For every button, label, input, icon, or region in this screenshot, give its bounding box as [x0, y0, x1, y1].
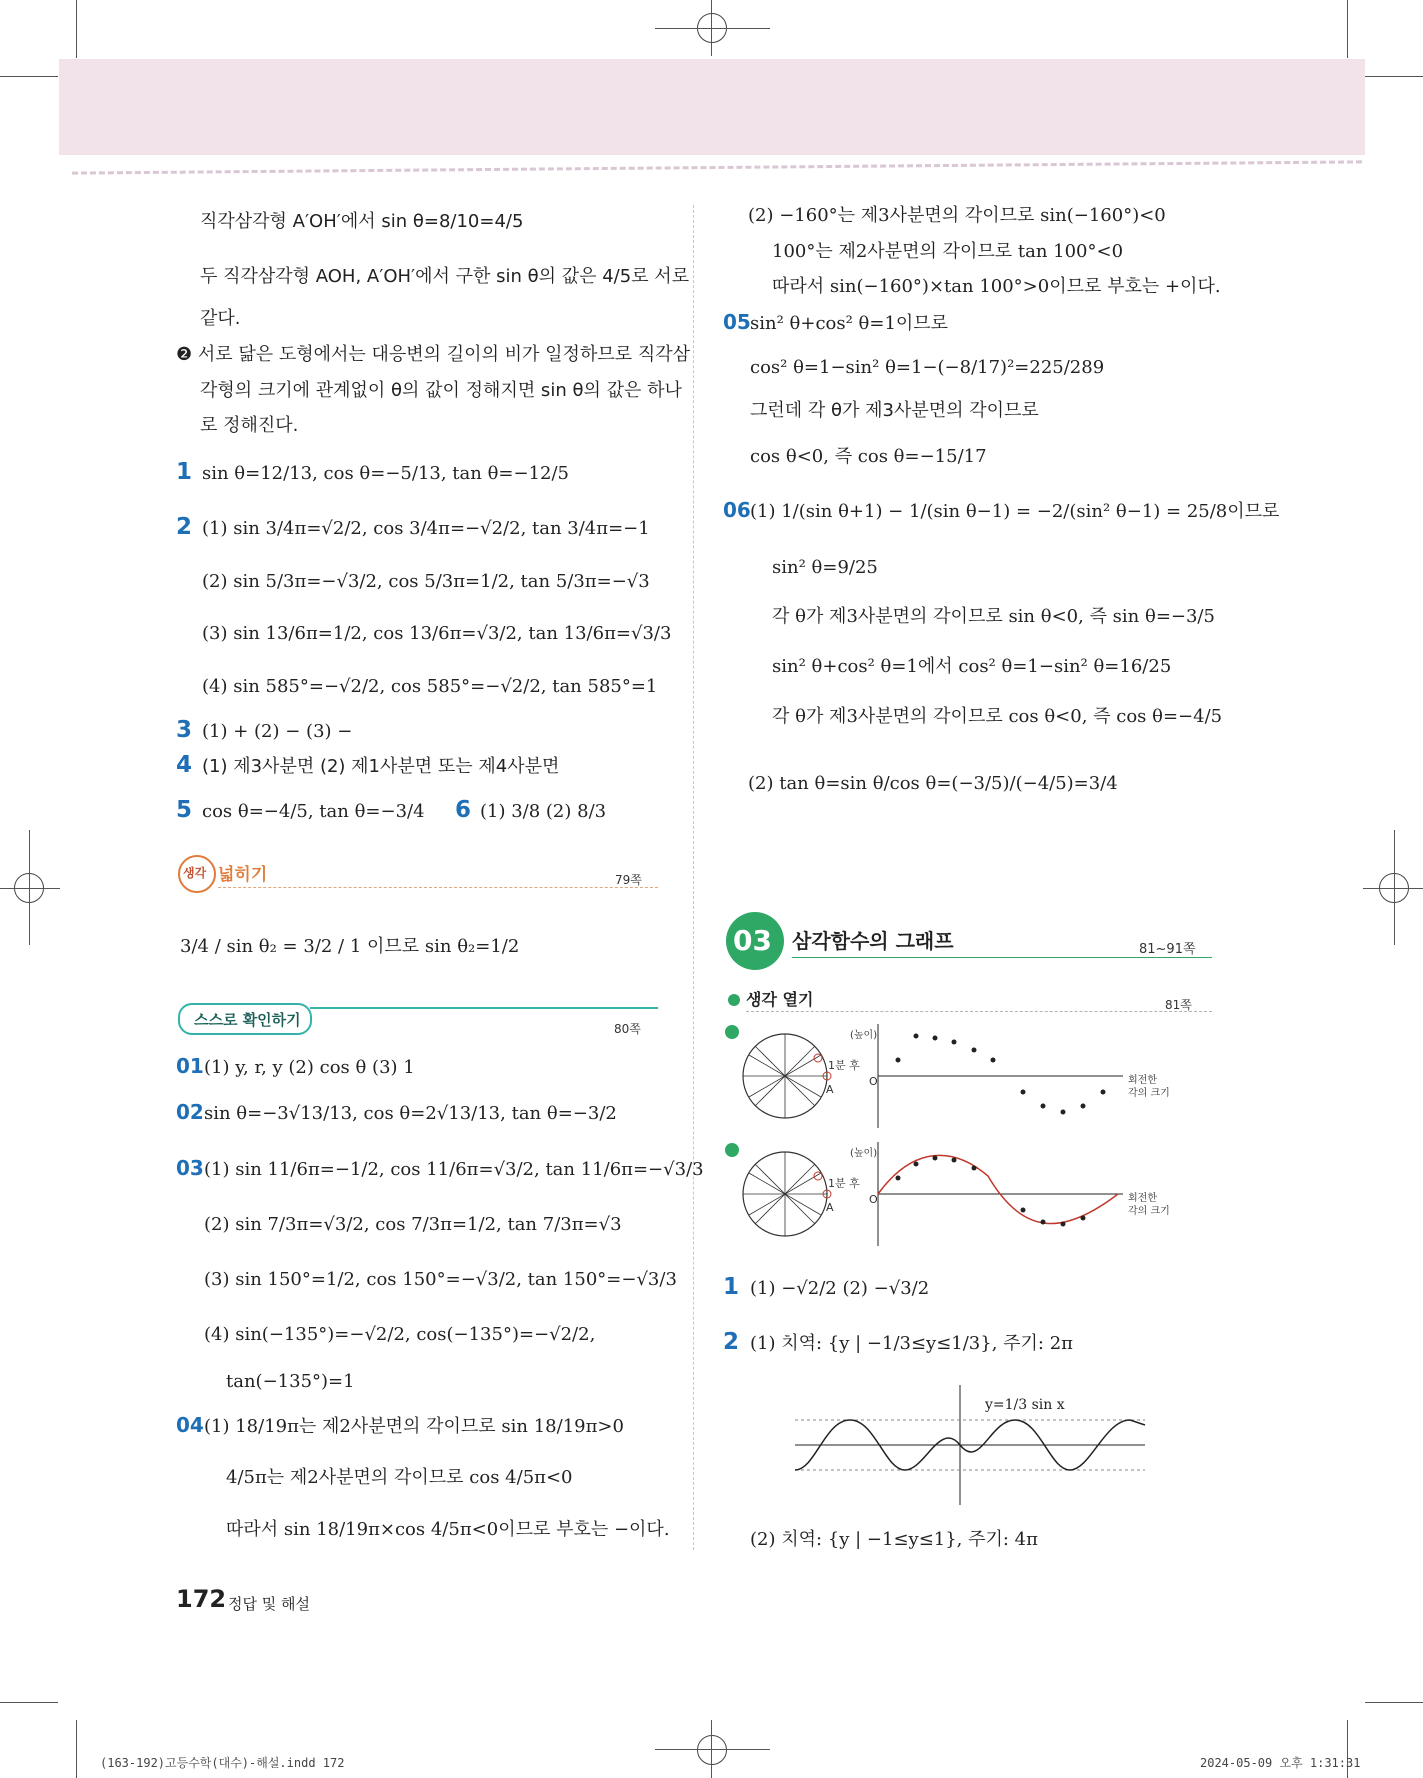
open-page: 81쪽 — [1165, 998, 1192, 1012]
think-divider — [218, 887, 658, 888]
self-answer-03-5: tan(−135°)=1 — [226, 1371, 355, 1392]
question-number: 4 — [176, 752, 193, 778]
crop-mark — [76, 0, 77, 58]
answer-2-4: (4) sin 585°=−√2/2, cos 585°=−√2/2, tan 585°=1 — [202, 676, 658, 697]
r-answer-1: (1) −√2/2 (2) −√3/2 — [750, 1278, 930, 1299]
self-answer-02: sin θ=−3√13/13, cos θ=2√13/13, tan θ=−3/2 — [204, 1103, 617, 1124]
r-answer-06-6: (2) tan θ=sin θ/cos θ=(−3/5)/(−4/5)=3/4 — [748, 773, 1118, 794]
crop-mark — [76, 1720, 77, 1778]
crop-mark — [1394, 830, 1395, 945]
answer-2-1: (1) sin 3/4π=√2/2, cos 3/4π=−√2/2, tan 3/4π=−1 — [202, 518, 650, 539]
r-answer-05-1: sin² θ+cos² θ=1이므로 — [750, 313, 949, 334]
r-answer-05-4: cos θ<0, 즉 cos θ=−15/17 — [750, 446, 987, 467]
r-answer-2-range: (1) 치역: {y | −1/3≤y≤1/3}, 주기: 2π — [750, 1333, 1074, 1354]
r-answer-2-2: 100°는 제2사분면의 각이므로 tan 100°<0 — [772, 241, 1124, 262]
page-caption: 정답 및 해설 — [228, 1595, 310, 1613]
page-number: 172 — [176, 1585, 227, 1613]
crop-mark — [1363, 888, 1423, 889]
self-answer-04-2: 4/5π는 제2사분면의 각이므로 cos 4/5π<0 — [226, 1467, 573, 1488]
header-dashed-line — [72, 160, 1362, 174]
crop-mark — [655, 28, 770, 29]
answer-5: cos θ=−4/5, tan θ=−3/4 — [202, 801, 425, 822]
self-answer-03-3: (3) sin 150°=1/2, cos 150°=−√3/2, tan 150°=−√3/3 — [204, 1269, 677, 1290]
question-number: 03 — [176, 1156, 204, 1180]
intro-line-2: 두 직각삼각형 AOH, A′OH′에서 구한 sin θ의 값은 4/5로 서로 — [200, 266, 690, 287]
figure-point-a: A — [826, 1201, 834, 1214]
sine-graph-label: y=1/3 sin x — [985, 1397, 1065, 1413]
crop-mark — [1347, 0, 1348, 58]
figure-origin: O — [869, 1193, 878, 1206]
crop-mark — [0, 888, 60, 889]
self-answer-03-4: (4) sin(−135°)=−√2/2, cos(−135°)=−√2/2, — [204, 1324, 596, 1345]
think-body: 3/4 / sin θ₂ = 3/2 / 1 이므로 sin θ₂=1/2 — [180, 936, 520, 957]
registration-mark — [697, 1735, 727, 1765]
r-answer-06-5: 각 θ가 제3사분면의 각이므로 cos θ<0, 즉 cos θ=−4/5 — [772, 706, 1223, 727]
section-pages: 81~91쪽 — [1139, 942, 1196, 957]
header-band — [59, 59, 1365, 155]
question-number: 04 — [176, 1413, 204, 1437]
answer-4: (1) 제3사분면 (2) 제1사분면 또는 제4사분면 — [202, 756, 560, 777]
answer-3: (1) + (2) − (3) − — [202, 721, 353, 742]
answer-6: (1) 3/8 (2) 8/3 — [480, 801, 607, 822]
ferris-wheel-figure-2 — [723, 1136, 1183, 1256]
question-number: 05 — [723, 310, 751, 334]
intro-line-3: 같다. — [200, 308, 241, 329]
note2-line-2: 각형의 크기에 관계없이 θ의 값이 정해지면 sin θ의 값은 하나 — [200, 380, 682, 401]
bullet-icon — [728, 994, 740, 1006]
question-number: 02 — [176, 1100, 204, 1124]
r-answer-2-range-b: (2) 치역: {y | −1≤y≤1}, 주기: 4π — [750, 1529, 1038, 1550]
figure-height-label: (높이) — [850, 1148, 878, 1159]
r-answer-06-1: (1) 1/(sin θ+1) − 1/(sin θ−1) = −2/(sin² θ−1) = 25/8이므로 — [750, 501, 1280, 522]
ferris-wheel-figure-1 — [723, 1018, 1183, 1138]
r-answer-2-3: 따라서 sin(−160°)×tan 100°>0이므로 부호는 +이다. — [772, 276, 1221, 297]
self-check-page: 80쪽 — [614, 1022, 641, 1036]
question-number: 06 — [723, 498, 751, 522]
question-number: 01 — [176, 1054, 204, 1078]
self-answer-04-3: 따라서 sin 18/19π×cos 4/5π<0이므로 부호는 −이다. — [226, 1519, 670, 1540]
figure-after-label: 1분 후 — [828, 1177, 860, 1190]
self-answer-03-2: (2) sin 7/3π=√3/2, cos 7/3π=1/2, tan 7/3π=√3 — [204, 1214, 622, 1235]
think-title: 넓히기 — [218, 865, 268, 885]
figure-height-label: (높이) — [850, 1030, 878, 1041]
column-divider — [693, 205, 694, 1550]
section-number: 03 — [733, 924, 772, 957]
self-answer-04-1: (1) 18/19π는 제2사분면의 각이므로 sin 18/19π>0 — [204, 1416, 624, 1437]
intro-line-1: 직각삼각형 A′OH′에서 sin θ=8/10=4/5 — [200, 211, 524, 232]
r-answer-06-3: 각 θ가 제3사분면의 각이므로 sin θ<0, 즉 sin θ=−3/5 — [772, 606, 1215, 627]
think-badge — [178, 855, 216, 893]
open-title: 생각 열기 — [746, 990, 814, 1009]
section-number-badge — [726, 912, 784, 970]
footer-file: (163-192)고등수학(대수)-해설.indd 172 — [100, 1756, 345, 1770]
self-answer-03-1: (1) sin 11/6π=−1/2, cos 11/6π=√3/2, tan 11/6π=−√3/3 — [204, 1159, 704, 1180]
crop-mark — [0, 1702, 58, 1703]
answer-1: sin θ=12/13, cos θ=−5/13, tan θ=−12/5 — [202, 463, 569, 484]
crop-mark — [1365, 1702, 1423, 1703]
self-check-divider — [310, 1007, 658, 1009]
self-check-title: 스스로 확인하기 — [194, 1011, 301, 1029]
think-badge-label: 생각 — [183, 866, 207, 880]
self-check-badge — [178, 1003, 312, 1035]
note2-line-1: ❷ 서로 닮은 도형에서는 대응변의 길이의 비가 일정하므로 직각삼 — [176, 344, 690, 365]
question-number: 1 — [176, 459, 193, 485]
sine-graph — [790, 1380, 1150, 1510]
r-answer-2-1: (2) −160°는 제3사분면의 각이므로 sin(−160°)<0 — [748, 205, 1166, 226]
crop-mark — [1365, 76, 1423, 77]
r-answer-05-3: 그런데 각 θ가 제3사분면의 각이므로 — [750, 400, 1039, 421]
figure-after-label: 1분 후 — [828, 1059, 860, 1072]
answer-2-2: (2) sin 5/3π=−√3/2, cos 5/3π=1/2, tan 5/3π=−√3 — [202, 571, 650, 592]
think-page: 79쪽 — [615, 873, 642, 887]
question-number: 1 — [723, 1274, 740, 1300]
r-answer-05-2: cos² θ=1−sin² θ=1−(−8/17)²=225/289 — [750, 357, 1105, 378]
crop-mark — [0, 76, 58, 77]
question-number: 5 — [176, 797, 193, 823]
footer-timestamp: 2024-05-09 오후 1:31:31 — [1200, 1756, 1361, 1770]
answer-2-3: (3) sin 13/6π=1/2, cos 13/6π=√3/2, tan 13/6π=√3/3 — [202, 623, 672, 644]
question-number: 3 — [176, 717, 193, 743]
self-answer-01: (1) y, r, y (2) cos θ (3) 1 — [204, 1057, 415, 1078]
open-divider — [746, 1011, 1212, 1012]
crop-mark — [29, 830, 30, 945]
figure-axis-label: 회전한 각의 크기 — [1128, 1193, 1170, 1217]
question-number: 2 — [176, 514, 193, 540]
question-number: 2 — [723, 1329, 740, 1355]
note2-line-3: 로 정해진다. — [200, 415, 299, 436]
figure-point-a: A — [826, 1083, 834, 1096]
r-answer-06-2: sin² θ=9/25 — [772, 557, 878, 578]
crop-mark — [655, 1749, 770, 1750]
r-answer-06-4: sin² θ+cos² θ=1에서 cos² θ=1−sin² θ=16/25 — [772, 656, 1172, 677]
question-number: 6 — [455, 797, 472, 823]
section-title: 삼각함수의 그래프 — [792, 929, 954, 953]
figure-origin: O — [869, 1075, 878, 1088]
figure-axis-label: 회전한 각의 크기 — [1128, 1075, 1170, 1099]
